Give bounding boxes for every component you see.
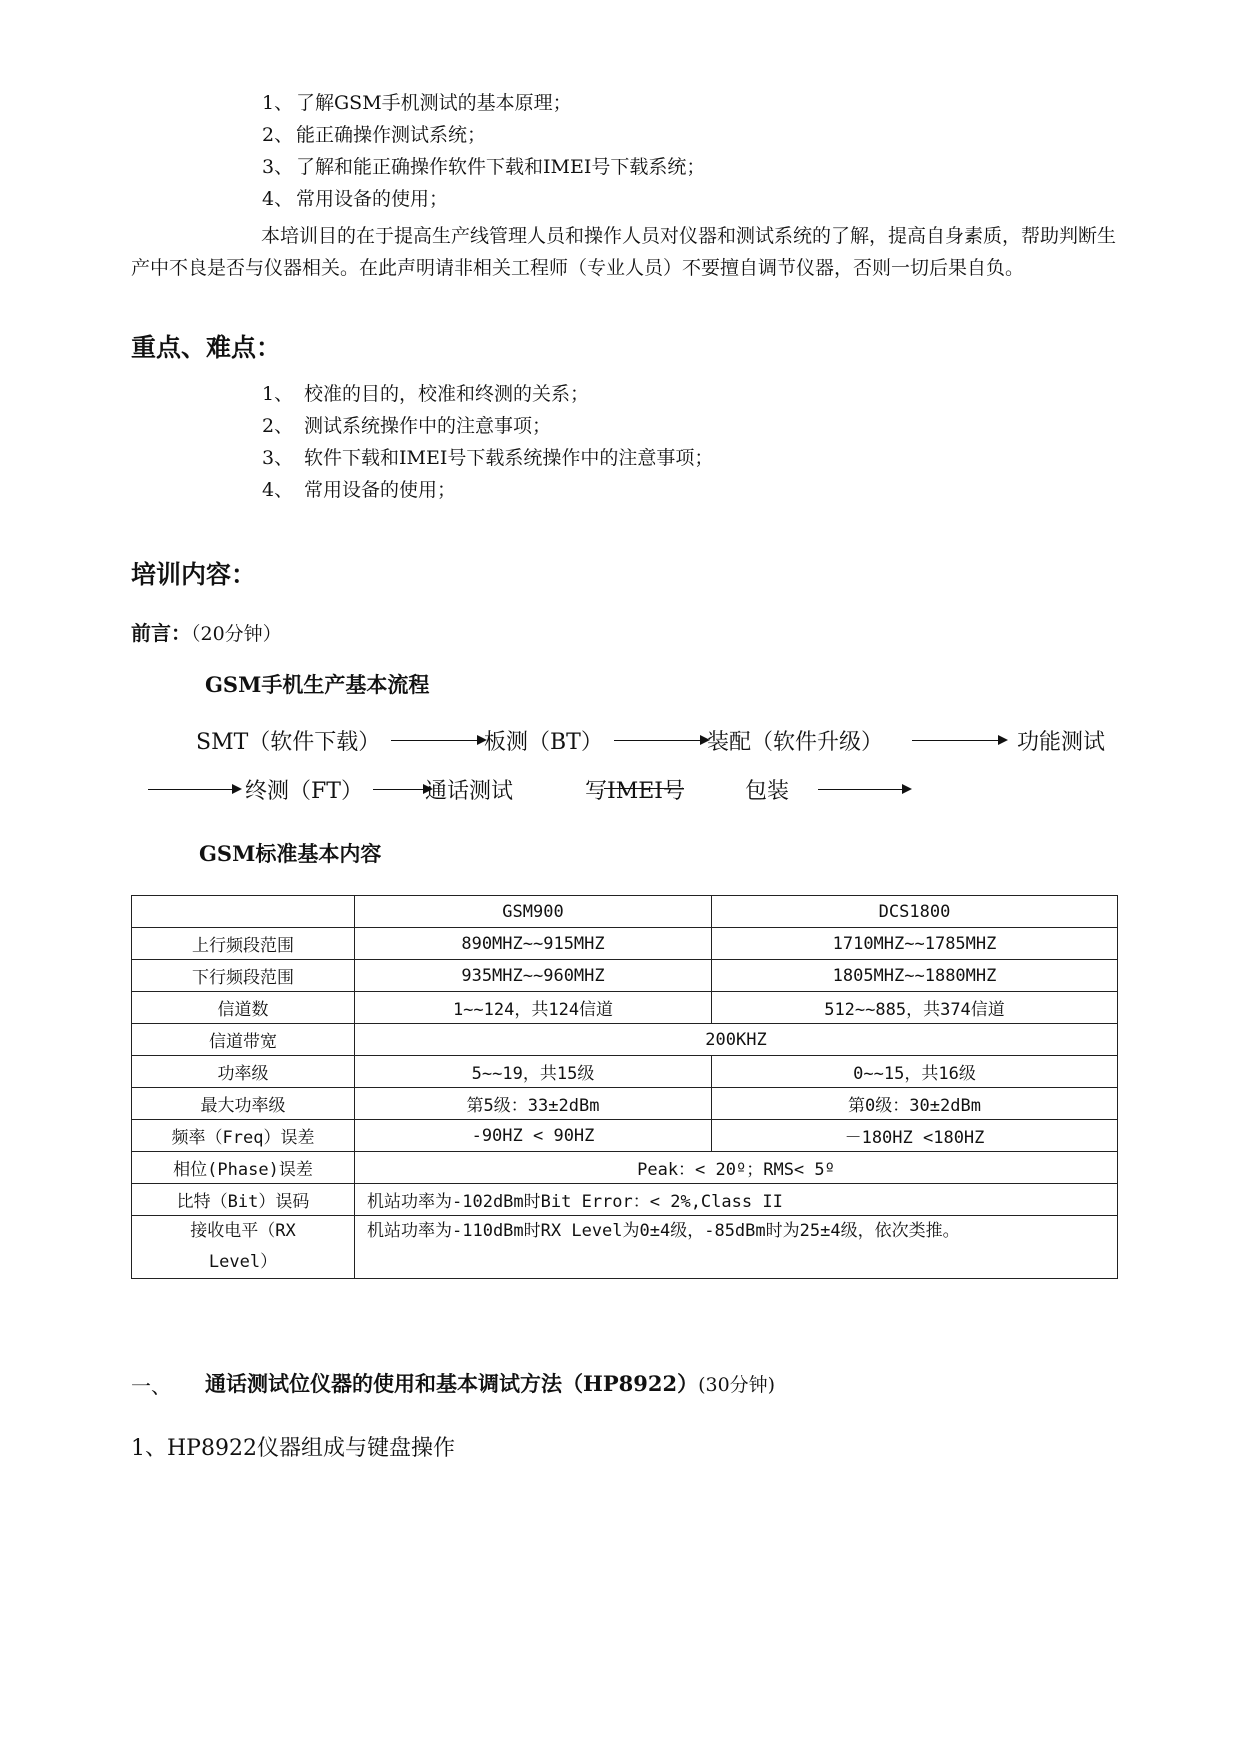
table-cell: 第5级：33±2dBm [355,1088,712,1120]
table-cell: 890MHZ~~915MHZ [355,928,712,960]
table-cell: 5~~19，共15级 [355,1056,712,1088]
key-point-item: 3、 软件下载和IMEI号下载系统操作中的注意事项； [262,447,714,469]
flow-arrow [614,740,708,741]
section-title: 通话测试位仪器的使用和基本调试方法（HP8922）(30分钟) [205,1371,776,1396]
table-cell: 信道带宽 [132,1024,355,1056]
flow-step: 终测（FT） [245,779,363,804]
table-cell: 机站功率为-110dBm时RX Level为0±4级，-85dBm时为25±4级，依次类推。 [355,1216,1118,1279]
table-cell: DCS1800 [712,896,1118,928]
table-cell: Peak：< 20º；RMS< 5º [355,1152,1118,1184]
flow-arrow [391,740,485,741]
subsection-title: 1、HP8922仪器组成与键盘操作 [131,1436,455,1461]
table-cell: 接收电平（RX Level） [132,1216,355,1279]
table-cell: -90HZ < 90HZ [355,1120,712,1152]
table-cell: 相位(Phase)误差 [132,1152,355,1184]
table-row [132,960,1118,992]
table-row [132,1024,1118,1056]
table-cell: 0~~15，共16级 [712,1056,1118,1088]
table-cell: 1710MHZ~~1785MHZ [712,928,1118,960]
flow-arrow [912,740,1006,741]
table-row [132,1152,1118,1184]
table-row [132,896,1118,928]
flow-step: 通话测试 [425,779,514,804]
table-cell: 第0级：30±2dBm [712,1088,1118,1120]
purpose-paragraph: 本培训目的在于提高生产线管理人员和操作人员对仪器和测试系统的了解，提高自身素质，帮助判断生产中不良是否与仪器相关。在此声明请非相关工程师（专业人员）不要擅自调节仪器，否则一切后果自负。 [131,225,1117,279]
section-number: 一、 [131,1374,171,1398]
flow-step: 写IMEI号 [585,779,685,804]
table-cell: 最大功率级 [132,1088,355,1120]
table-cell: 上行频段范围 [132,928,355,960]
table-row [132,1056,1118,1088]
strike-line [604,788,684,789]
preface-line: 前言：（20分钟） [131,621,282,645]
flow-step: 功能测试 [1017,730,1106,755]
key-points-heading: 重点、难点： [131,333,282,362]
flow-arrow [148,789,240,790]
table-cell: 信道数 [132,992,355,1024]
key-point-item: 1、 校准的目的，校准和终测的关系； [262,383,590,405]
flow-step: 装配（软件升级） [707,730,884,755]
table-row [132,1088,1118,1120]
objective-item: 4、 常用设备的使用； [262,188,449,210]
table-cell: 功率级 [132,1056,355,1088]
table-cell: 下行频段范围 [132,960,355,992]
table-cell: 1~~124，共124信道 [355,992,712,1024]
table-cell [132,896,355,928]
table-cell: 机站功率为-102dBm时Bit Error：< 2%,Class II [355,1184,1118,1216]
training-content-heading: 培训内容： [131,560,257,589]
objective-item: 2、 能正确操作测试系统； [262,124,487,146]
flow-step: 板测（BT） [484,730,603,755]
table-cell: GSM900 [355,896,712,928]
objective-item: 3、 了解和能正确操作软件下载和IMEI号下载系统； [262,156,706,178]
table-cell: 200KHZ [355,1024,1118,1056]
production-flow-title: GSM手机生产基本流程 [205,672,430,697]
table-row [132,1216,1118,1279]
table-cell: 935MHZ~~960MHZ [355,960,712,992]
table-cell: 频率（Freq）误差 [132,1120,355,1152]
objective-item: 1、 了解GSM手机测试的基本原理； [262,92,572,114]
table-cell: 1805MHZ~~1880MHZ [712,960,1118,992]
table-row [132,992,1118,1024]
flow-step: SMT（软件下载） [196,730,381,755]
flow-arrow [818,789,910,790]
table-row [132,1120,1118,1152]
gsm-standard-table [131,895,1118,1279]
table-row [132,1184,1118,1216]
key-point-item: 2、 测试系统操作中的注意事项； [262,415,552,437]
table-cell: －180HZ <180HZ [712,1120,1118,1152]
flow-step: 包装 [745,779,790,804]
table-row [132,928,1118,960]
key-point-item: 4、 常用设备的使用； [262,479,457,501]
flow-arrow [373,789,431,790]
table-cell: 512~~885，共374信道 [712,992,1118,1024]
gsm-standard-title: GSM标准基本内容 [199,841,382,866]
table-cell: 比特（Bit）误码 [132,1184,355,1216]
